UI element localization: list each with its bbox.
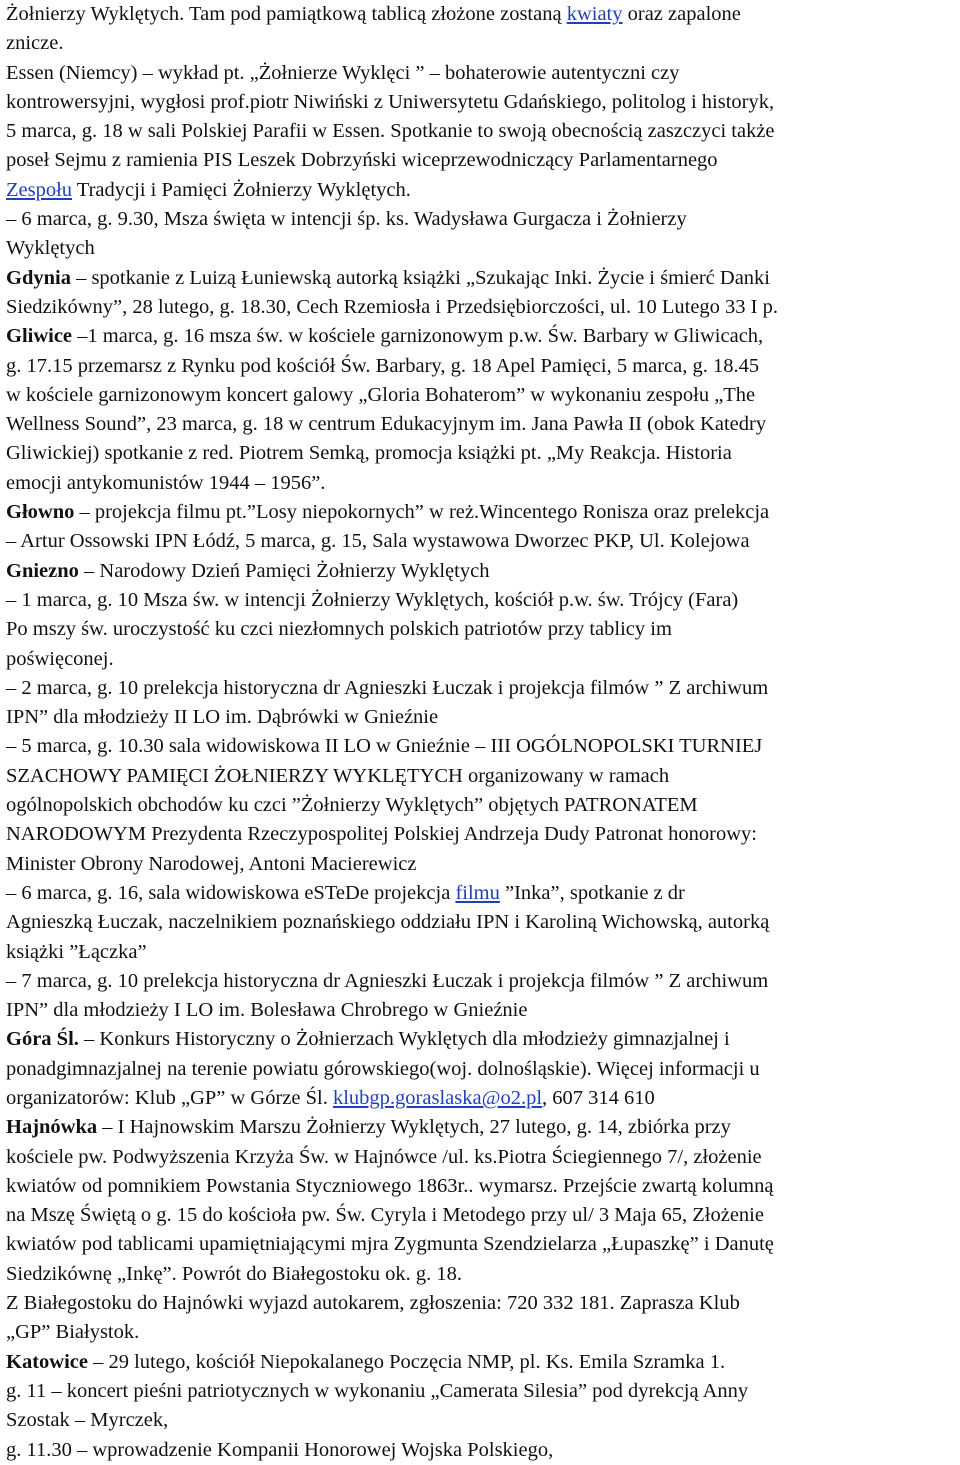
text-segment: – 29 lutego, kościół Niepokalanego Poczęcia NMP, pl. Ks. Emila Szramka 1. — [87, 1350, 726, 1373]
text-segment: poseł Sejmu z ramienia PIS Leszek Dobrzyński wiceprzewodniczący Parlamentarnego — [6, 149, 718, 172]
text-segment: „GP” Białystok. — [6, 1321, 140, 1344]
city-heading: Góra Śl. — [6, 1028, 79, 1051]
text-segment: ponadgimnazjalnej na terenie powiatu górowskiego(woj. dolnośląskie). Więcej informacji u — [6, 1057, 760, 1080]
text-segment: książki ”Łączka” — [6, 940, 147, 963]
text-segment: Agnieszką Łuczak, naczelnikiem poznańskiego oddziału IPN i Karoliną Wichowską, autorką — [6, 911, 770, 934]
text-line — [6, 29, 954, 58]
text-line — [6, 732, 954, 761]
text-segment: – Artur Ossowski IPN Łódź, 5 marca, g. 15, Sala wystawowa Dworzec PKP, Ul. Kolejowa — [6, 530, 750, 553]
text-line — [6, 498, 954, 527]
text-line — [6, 469, 954, 498]
text-line — [6, 352, 954, 381]
text-line — [6, 586, 954, 615]
text-segment: 5 marca, g. 18 w sali Polskiej Parafii w Essen. Spotkanie to swoją obecnością zaszczyci także — [6, 120, 775, 143]
text-line — [6, 1348, 954, 1377]
inline-link[interactable]: Zespołu — [6, 178, 73, 201]
text-segment: , 607 314 610 — [542, 1086, 655, 1109]
text-segment: Gliwickiej) spotkanie z red. Piotrem Semką, promocja książki pt. „My Reakcja. Historia — [6, 442, 732, 465]
text-line — [6, 1113, 954, 1142]
text-segment: g. 17.15 przemarsz z Rynku pod kościół Św. Barbary, g. 18 Apel Pamięci, 5 marca, g. 18.45 — [6, 354, 760, 377]
text-line — [6, 879, 954, 908]
text-segment: Siedzikównę „Inkę”. Powrót do Białegostoku ok. g. 18. — [6, 1262, 463, 1285]
inline-link[interactable]: filmu — [455, 881, 500, 904]
text-segment: znicze. — [6, 32, 64, 55]
city-heading: Katowice — [6, 1350, 88, 1373]
text-segment: Minister Obrony Narodowej, Antoni Macierewicz — [6, 852, 417, 875]
text-line — [6, 762, 954, 791]
text-line — [6, 1377, 954, 1406]
text-line — [6, 1201, 954, 1230]
text-segment: – spotkanie z Luizą Łuniewską autorką książki „Szukając Inki. Życie i śmierć Danki — [70, 266, 770, 289]
city-heading: Gdynia — [6, 266, 71, 289]
text-line — [6, 234, 954, 263]
text-line — [6, 850, 954, 879]
text-segment: – 6 marca, g. 16, sala widowiskowa eSTeDe projekcja — [6, 881, 456, 904]
text-line — [6, 59, 954, 88]
text-segment: g. 11 – koncert pieśni patriotycznych w wykonaniu „Camerata Silesia” pod dyrekcją Anny — [6, 1379, 749, 1402]
text-segment: Siedzikówny”, 28 lutego, g. 18.30, Cech Rzemiosła i Przedsiębiorczości, ul. 10 Lutego 33 I p. — [6, 295, 779, 318]
text-line — [6, 176, 954, 205]
text-line — [6, 557, 954, 586]
text-line — [6, 645, 954, 674]
text-segment: Wyklętych — [6, 237, 95, 260]
text-line — [6, 1143, 954, 1172]
text-line — [6, 205, 954, 234]
text-segment: IPN” dla młodzieży I LO im. Bolesława Chrobrego w Gnieźnie — [6, 999, 528, 1022]
text-line — [6, 967, 954, 996]
text-segment: IPN” dla młodzieży II LO im. Dąbrówki w Gnieźnie — [6, 706, 439, 729]
text-line — [6, 527, 954, 556]
text-segment: – 1 marca, g. 10 Msza św. w intencji Żołnierzy Wyklętych, kościół p.w. św. Trójcy (Fara) — [6, 588, 739, 611]
text-line — [6, 820, 954, 849]
text-line — [6, 381, 954, 410]
text-line — [6, 1055, 954, 1084]
text-line — [6, 1289, 954, 1318]
text-line — [6, 1084, 954, 1113]
text-line — [6, 908, 954, 937]
text-segment: – 2 marca, g. 10 prelekcja historyczna dr Agnieszki Łuczak i projekcja filmów ” Z archiwum — [6, 676, 769, 699]
text-line — [6, 322, 954, 351]
text-segment: oraz zapalone — [622, 3, 741, 25]
inline-link[interactable]: klubgp.goraslaska@o2.pl — [332, 1086, 543, 1109]
text-line — [6, 1318, 954, 1347]
text-segment: Po mszy św. uroczystość ku czci niezłomnych polskich patriotów przy tablicy im — [6, 618, 672, 641]
text-line — [6, 1230, 954, 1259]
text-line — [6, 1436, 954, 1465]
text-segment: kwiatów od pomnikiem Powstania Styczniowego 1863r.. wymarsz. Przejście zwartą kolumną — [6, 1174, 774, 1197]
text-segment: poświęconej. — [6, 647, 114, 670]
text-line — [6, 1172, 954, 1201]
text-segment: – 5 marca, g. 10.30 sala widowiskowa II LO w Gnieźnie – III OGÓLNOPOLSKI TURNIEJ — [6, 735, 763, 758]
text-segment: SZACHOWY PAMIĘCI ŻOŁNIERZY WYKLĘTYCH organizowany w ramach — [6, 764, 670, 787]
text-segment: g. 11.30 – wprowadzenie Kompanii Honorowej Wojska Polskiego, — [6, 1438, 554, 1461]
text-segment: Z Białegostoku do Hajnówki wyjazd autokarem, zgłoszenia: 720 332 181. Zaprasza Klub — [6, 1292, 740, 1315]
text-line — [6, 0, 954, 29]
text-segment: organizatorów: Klub „GP” w Górze Śl. — [6, 1086, 333, 1109]
text-segment: Essen (Niemcy) – wykład pt. „Żołnierze Wyklęci ” – bohaterowie autentyczni czy — [6, 61, 680, 84]
city-heading: Gniezno — [6, 559, 79, 582]
text-segment: Tradycji i Pamięci Żołnierzy Wyklętych. — [72, 178, 411, 201]
text-segment: ogólnopolskich obchodów ku czci ”Żołnierzy Wyklętych” objętych PATRONATEM — [6, 794, 698, 817]
text-segment: – I Hajnowskim Marszu Żołnierzy Wyklętych, 27 lutego, g. 14, zbiórka przy — [97, 1116, 731, 1139]
city-heading: Głowno — [6, 501, 75, 524]
text-segment: kościele pw. Podwyższenia Krzyża Św. w Hajnówce /ul. ks.Piotra Ściegiennego 7/, złożenie — [6, 1145, 762, 1168]
text-line — [6, 264, 954, 293]
text-line — [6, 410, 954, 439]
text-line — [6, 996, 954, 1025]
text-line — [6, 146, 954, 175]
text-segment: kontrowersyjni, wygłosi prof.piotr Niwiński z Uniwersytetu Gdańskiego, politolog i historyk, — [6, 90, 775, 113]
text-segment: – Konkurs Historyczny o Żołnierzach Wyklętych dla młodzieży gimnazjalnej i — [78, 1028, 730, 1051]
text-segment: ”Inka”, spotkanie z dr — [499, 881, 685, 904]
text-segment: – projekcja filmu pt.”Losy niepokornych” w reż.Wincentego Ronisza oraz prelekcja — [74, 501, 770, 524]
city-heading: Hajnówka — [6, 1116, 98, 1139]
text-segment: kwiatów pod tablicami upamiętniającymi mjra Zygmunta Szendzielarza „Łupaszkę” i Danutę — [6, 1233, 774, 1256]
city-heading: Gliwice — [6, 325, 73, 348]
text-segment: – Narodowy Dzień Pamięci Żołnierzy Wyklętych — [78, 559, 490, 582]
text-line — [6, 1406, 954, 1435]
inline-link[interactable]: kwiaty — [566, 3, 623, 25]
text-segment: w kościele garnizonowym koncert galowy „Gloria Bohaterom” w wykonaniu zespołu „The — [6, 383, 756, 406]
text-line — [6, 1260, 954, 1289]
text-line — [6, 1025, 954, 1054]
text-segment: – 6 marca, g. 9.30, Msza święta w intencji śp. ks. Wadysława Gurgacza i Żołnierzy — [6, 208, 687, 231]
text-segment: Żołnierzy Wyklętych. Tam pod pamiątkową tablicą złożone zostaną — [6, 3, 567, 25]
text-segment: na Mszę Świętą o g. 15 do kościoła pw. Św. Cyryla i Metodego przy ul/ 3 Maja 65, Złożenie — [6, 1204, 764, 1227]
text-line — [6, 938, 954, 967]
text-segment: Szostak – Myrczek, — [6, 1409, 169, 1432]
text-line — [6, 674, 954, 703]
text-segment: NARODOWYM Prezydenta Rzeczypospolitej Polskiej Andrzeja Dudy Patronat honorowy: — [6, 823, 757, 846]
text-line — [6, 703, 954, 732]
text-segment: emocji antykomunistów 1944 – 1956”. — [6, 471, 326, 494]
text-segment: – 7 marca, g. 10 prelekcja historyczna dr Agnieszki Łuczak i projekcja filmów ” Z archiwum — [6, 969, 769, 992]
text-line — [6, 791, 954, 820]
text-line — [6, 615, 954, 644]
text-segment: –1 marca, g. 16 msza św. w kościele garnizonowym p.w. Św. Barbary w Gliwicach, — [72, 325, 764, 348]
text-line — [6, 117, 954, 146]
text-line — [6, 88, 954, 117]
text-segment: Wellness Sound”, 23 marca, g. 18 w centrum Edukacyjnym im. Jana Pawła II (obok Katedry — [6, 413, 767, 436]
text-line — [6, 439, 954, 468]
text-line — [6, 293, 954, 322]
